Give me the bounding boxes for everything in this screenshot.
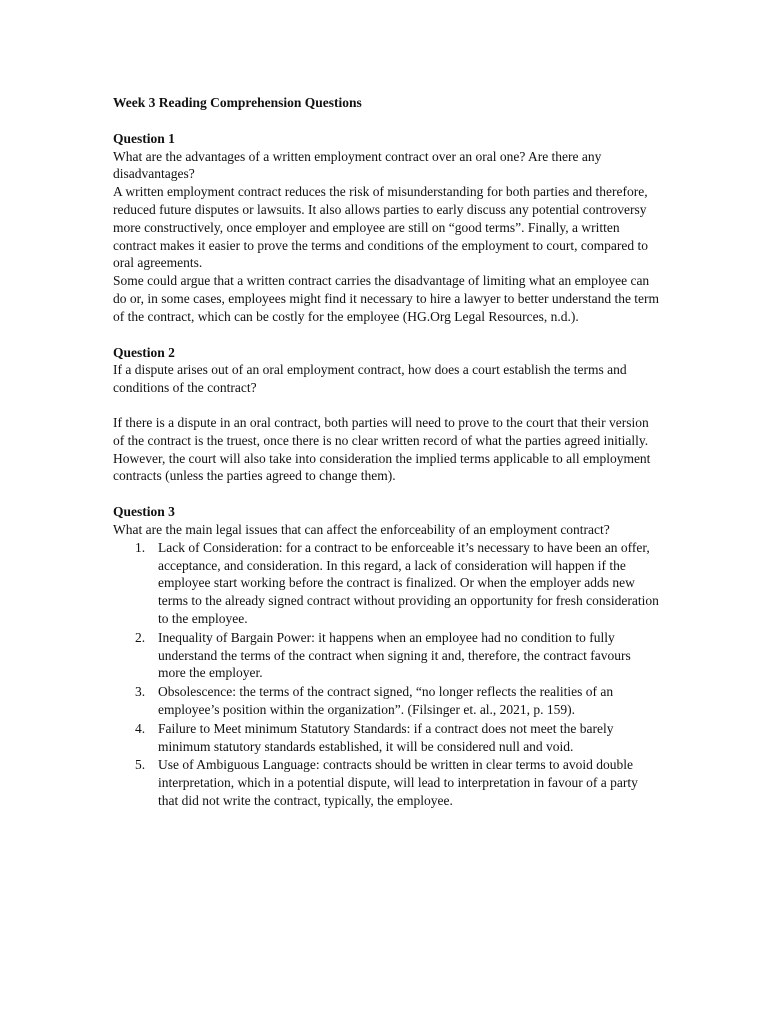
- question-3-section: [113, 503, 661, 810]
- question-2-heading: Question 2: [113, 344, 175, 360]
- list-item-number: 2.: [135, 629, 146, 645]
- list-item-number: 5.: [135, 757, 146, 773]
- question-1-section: [113, 130, 661, 326]
- document-page: [113, 94, 661, 811]
- question-1-answer-paragraph-1: A written employment contract reduces the risk of misunderstanding for both parties and therefore, reduced future disputes or lawsuits. It also allows parties to early discuss any potential controversy more constructively, once employer and employee are still on “good terms”. Finally, a written contract makes it easier to prove the terms and conditions of the employment to court, compared to oral agreements.: [113, 184, 648, 271]
- list-item-text: Failure to Meet minimum Statutory Standards: if a contract does not meet the barely minimum statutory standards established, it will be considered null and void.: [158, 720, 614, 754]
- question-2-section: [113, 344, 661, 486]
- list-item-number: 4.: [135, 720, 146, 736]
- list-item-text: Inequality of Bargain Power: it happens when an employee had no condition to fully understand the terms of the contract when signing it and, therefore, the contract favours more the employer.: [158, 629, 631, 681]
- list-item-number: 3.: [135, 684, 146, 700]
- spacer: [113, 326, 661, 344]
- list-item-text: Use of Ambiguous Language: contracts should be written in clear terms to avoid double interpretation, which in a potential dispute, will lead to interpretation in favour of a party that did not write the contract, typically, the employee.: [158, 757, 638, 808]
- list-item: [113, 629, 661, 682]
- legal-issues-list: [113, 539, 661, 810]
- question-2-answer: If there is a dispute in an oral contract, both parties will need to prove to the court that their version of the contract is the truest, once there is no clear written record of what the parties agreed initially. However, the court will also take into consideration the implied terms applicable to all employment contracts (unless the parties agreed to change them).: [113, 414, 651, 484]
- list-item-text: Lack of Consideration: for a contract to be enforceable it’s necessary to have been an offer, acceptance, and consideration. In this regard, a lack of consideration will happen if the employee start working before the contract is finalized. Or when the employer adds new terms to the already signed contract without providing an opportunity for fresh consideration to the employee.: [158, 539, 659, 626]
- spacer: [113, 397, 661, 414]
- spacer: [113, 112, 661, 130]
- list-item: [113, 720, 661, 756]
- document-title: Week 3 Reading Comprehension Questions: [113, 95, 362, 110]
- list-item: [113, 539, 661, 628]
- question-3-heading: Question 3: [113, 504, 175, 520]
- list-item: [113, 756, 661, 809]
- question-1-heading: Question 1: [113, 130, 175, 146]
- spacer: [113, 485, 661, 503]
- question-2-text: If a dispute arises out of an oral employment contract, how does a court establish the terms and conditions of the contract?: [113, 362, 627, 396]
- list-item-text: Obsolescence: the terms of the contract signed, “no longer reflects the realities of an employee’s position within the organization”. (Filsinger et. al., 2021, p. 159).: [158, 684, 614, 717]
- list-item-number: 1.: [135, 539, 146, 555]
- question-1-text: What are the advantages of a written employment contract over an oral one? Are there any disadvantages?: [113, 148, 602, 182]
- list-item: [113, 683, 661, 719]
- question-3-text: What are the main legal issues that can affect the enforceability of an employment contract?: [113, 521, 610, 537]
- question-1-answer-paragraph-2: Some could argue that a written contract carries the disadvantage of limiting what an employee can do or, in some cases, employees might find it necessary to hire a lawyer to better understand the term of the contract, which can be costly for the employee (HG.Org Legal Resources, n.d.).: [113, 273, 660, 324]
